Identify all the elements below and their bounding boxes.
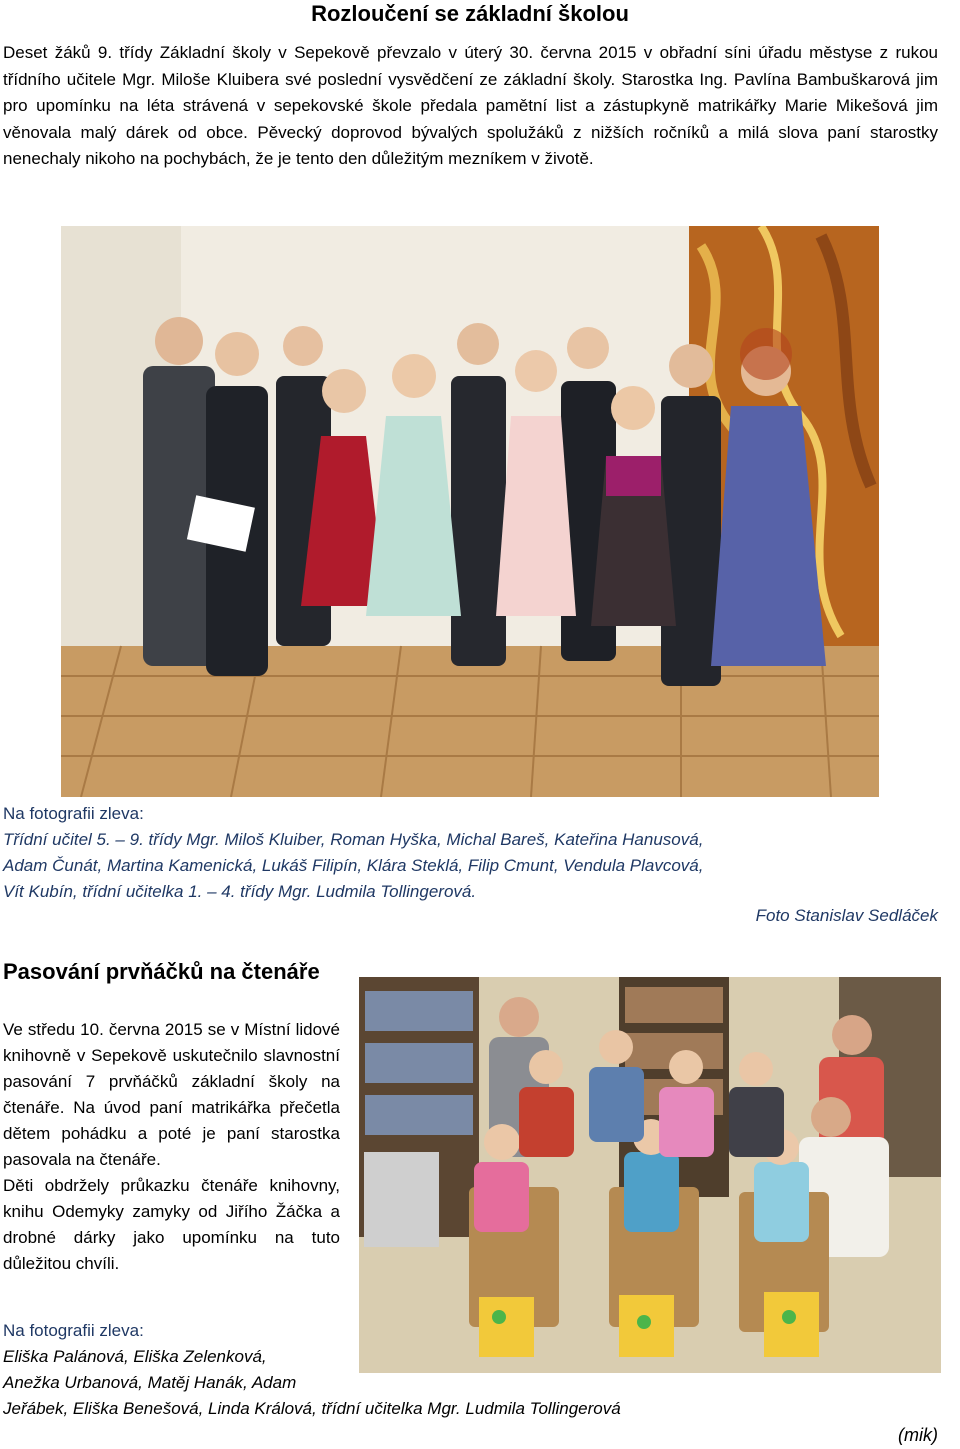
graduation-photo-illustration <box>61 226 879 797</box>
section-title: Pasování prvňáčků na čtenáře <box>3 959 320 984</box>
library-ceremony-photo <box>359 977 941 1373</box>
photo2-caption-heading: Na fotografii zleva: <box>3 1321 144 1340</box>
photo-credit: Foto Stanislav Sedláček <box>755 906 938 925</box>
library-photo-illustration <box>359 977 941 1373</box>
photo2-caption-line: Eliška Palánová, Eliška Zelenková, <box>3 1347 267 1366</box>
article-title: Rozloučení se základní školou <box>311 1 629 26</box>
photo2-caption-line: Anežka Urbanová, Matěj Hanák, Adam <box>3 1373 297 1392</box>
section-paragraph-part2: Děti obdržely průkazku čtenáře knihovny, knihu Odemyky zamyky od Jiřího Žáčka a drobné dárky jako upomínku na tuto důležitou chvíli. <box>3 1176 340 1273</box>
photo2-caption-line: Jeřábek, Eliška Benešová, Linda Králová, třídní učitelka Mgr. Ludmila Tollingerová <box>3 1399 621 1418</box>
author-signature: (mik) <box>898 1425 938 1445</box>
photo-caption-line: Adam Čunát, Martina Kamenická, Lukáš Filipín, Klára Steklá, Filip Cmunt, Vendula Plavcová, <box>3 856 704 875</box>
article-paragraph: Deset žáků 9. třídy Základní školy v Sepekově převzalo v úterý 30. června 2015 v obřadní síni úřadu městyse z rukou třídního učitele Mgr. Miloše Kluibera své poslední vysvědčení ze základní školy. Starostka Ing. Pavlína Bambuškarová jim pro upomínku na léta strávená v sepekovské škole předala pamětní list a zástupkyně matrikářky Marie Mikešová jim věnovala malý dárek od obce. Pěvecký doprovod bývalých spolužáků z nižších ročníků a milá slova paní starostky nenechaly nikoho na pochybách, že je tento den důležitým mezníkem v životě. <box>3 43 938 168</box>
graduation-group-photo <box>61 226 879 797</box>
section-paragraph-part1: Ve středu 10. června 2015 se v Místní lidové knihovně v Sepekově uskutečnilo slavnostní pasování 7 prvňáčků základní školy na čtenáře. Na úvod paní matrikářka přečetla dětem pohádku a poté je paní starostka pasovala na čtenáře. <box>3 1020 340 1169</box>
section-paragraph <box>3 1017 340 1277</box>
photo-caption-heading: Na fotografii zleva: <box>3 804 144 823</box>
photo-caption-line: Třídní učitel 5. – 9. třídy Mgr. Miloš Kluiber, Roman Hyška, Michal Bareš, Kateřina Hanusová, <box>3 830 704 849</box>
photo-caption-line: Vít Kubín, třídní učitelka 1. – 4. třídy Mgr. Ludmila Tollingerová. <box>3 882 477 901</box>
